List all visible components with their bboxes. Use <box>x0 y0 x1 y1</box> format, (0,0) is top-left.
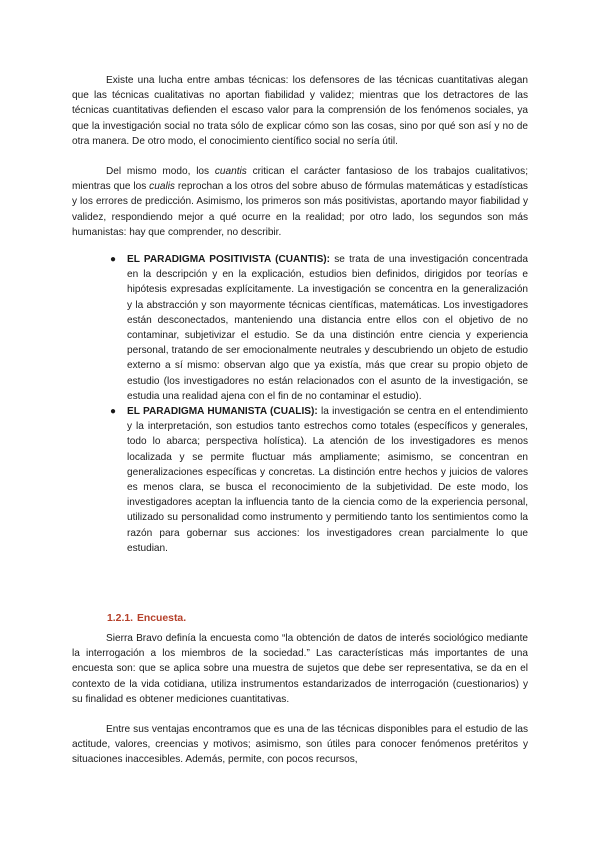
section-heading-encuesta <box>107 613 186 624</box>
section-number: 1.2.1. <box>107 613 133 624</box>
bullet-title: EL PARADIGMA HUMANISTA (CUALIS): <box>127 406 318 418</box>
paragraph-cuantis-cualis <box>72 164 528 240</box>
paragraph-techniques-debate: Existe una lucha entre ambas técnicas: los defensores de las técnicas cuantitativas alegan que las técnicas cualitativas no aportan fiabilidad y validez; mientras que los detractores de las técnicas cuantitativas defienden el escaso valor para la comprensión de los fenómenos sociales, ya que la investigación social no trata sólo de explicar cómo son las cosas, sino por qué son así y no de otra manera. De otro modo, el conocimiento científico social no sería útil. <box>72 75 528 147</box>
bullet-text: la investigación se centra en el entendimiento y la interpretación, son estudios tanto estrechos como totales (específicos y generales, todo lo abarca; perspectiva holística). La atención de los investigadores es menos localizada y se permite fluctuar más ampliamente; asimismo, se concentran en generalizaciones específicas y concretas. La distinción entre hechos y juicios de valores es menos clara, se busca el reconocimiento de la subjetividad. De este modo, los investigadores aceptan la influencia tanto de la ciencia como de la experiencia personal, utilizado su personalidad como instrumento y permitiendo tanto los sentimientos como la razón para gobernar sus acciones: los investigadores crean parcialmente lo que estudian. <box>127 406 528 554</box>
paragraph-encuesta-definition: Sierra Bravo definía la encuesta como “la obtención de datos de interés sociológico mediante la interrogación a los miembros de la sociedad.” Las características más importantes de una encuesta son: que se aplica sobre una muestra de sujetos que debe ser representativa, se da en el contexto de la vida cotidiana, utiliza instrumentos estandarizados de interrogación (cuestionarios) y su finalidad es obtener mediciones cuantitativas. <box>72 633 528 705</box>
list-item-humanista <box>110 404 528 556</box>
bullet-icon: ● <box>110 254 117 265</box>
paradigm-list <box>110 252 528 556</box>
section-title: Encuesta. <box>137 613 187 624</box>
bullet-text: se trata de una investigación concentrada en la descripción y en la explicación, estudios bien definidos, dirigidos por teorías e hipótesis expresadas explícitamente. La investigación se concentra en la generalización y la abstracción y son mayormente técnicas científicas, matemáticas. Los investigadores están desconectados, manteniendo una distancia entre ellos con el objetivo de no contaminar, subjetivizar el estudio. Se da una distinción entre ciencia y experiencia personal, tratando de ser emocionalmente neutrales y descubriendo un objeto de estudio externo a sí mismo: observan algo que ya existía, más que crear su propio objeto de estudio (los investigadores no están relacionados con el asunto de la investigación, se estudia una realidad ajena con el fin de no contaminar el estudio). <box>127 254 528 402</box>
p2-text-2: critican el carácter fantasioso de los trabajos cualitativos; mientras que los <box>72 166 528 193</box>
p2-text-3: reprochan a los otros del sobre abuso de fórmulas matemáticas y estadísticas y los errores de predicción. Asimismo, los primeros son más positivistas, aportando mayor fiabilidad y validez, respondiendo mejor a qué ocurre en la realidad; por otro lado, los segundos son más humanistas: hay que comprender, no describir. <box>72 181 528 238</box>
paragraph-encuesta-ventajas: Entre sus ventajas encontramos que es una de las técnicas disponibles para el estudio de las actitude, valores, creencias y motivos; asimismo, son útiles para conocer fenómenos pretéritos y situaciones inaccesibles. Además, permite, con pocos recursos, <box>72 724 528 766</box>
bullet-title: EL PARADIGMA POSITIVISTA (CUANTIS): <box>127 254 331 265</box>
list-item-positivista <box>110 252 528 404</box>
bullet-icon: ● <box>110 406 117 418</box>
term-cualis: cualis <box>149 181 175 193</box>
p2-text-1: Del mismo modo, los <box>106 166 215 177</box>
term-cuantis: cuantis <box>214 166 247 177</box>
